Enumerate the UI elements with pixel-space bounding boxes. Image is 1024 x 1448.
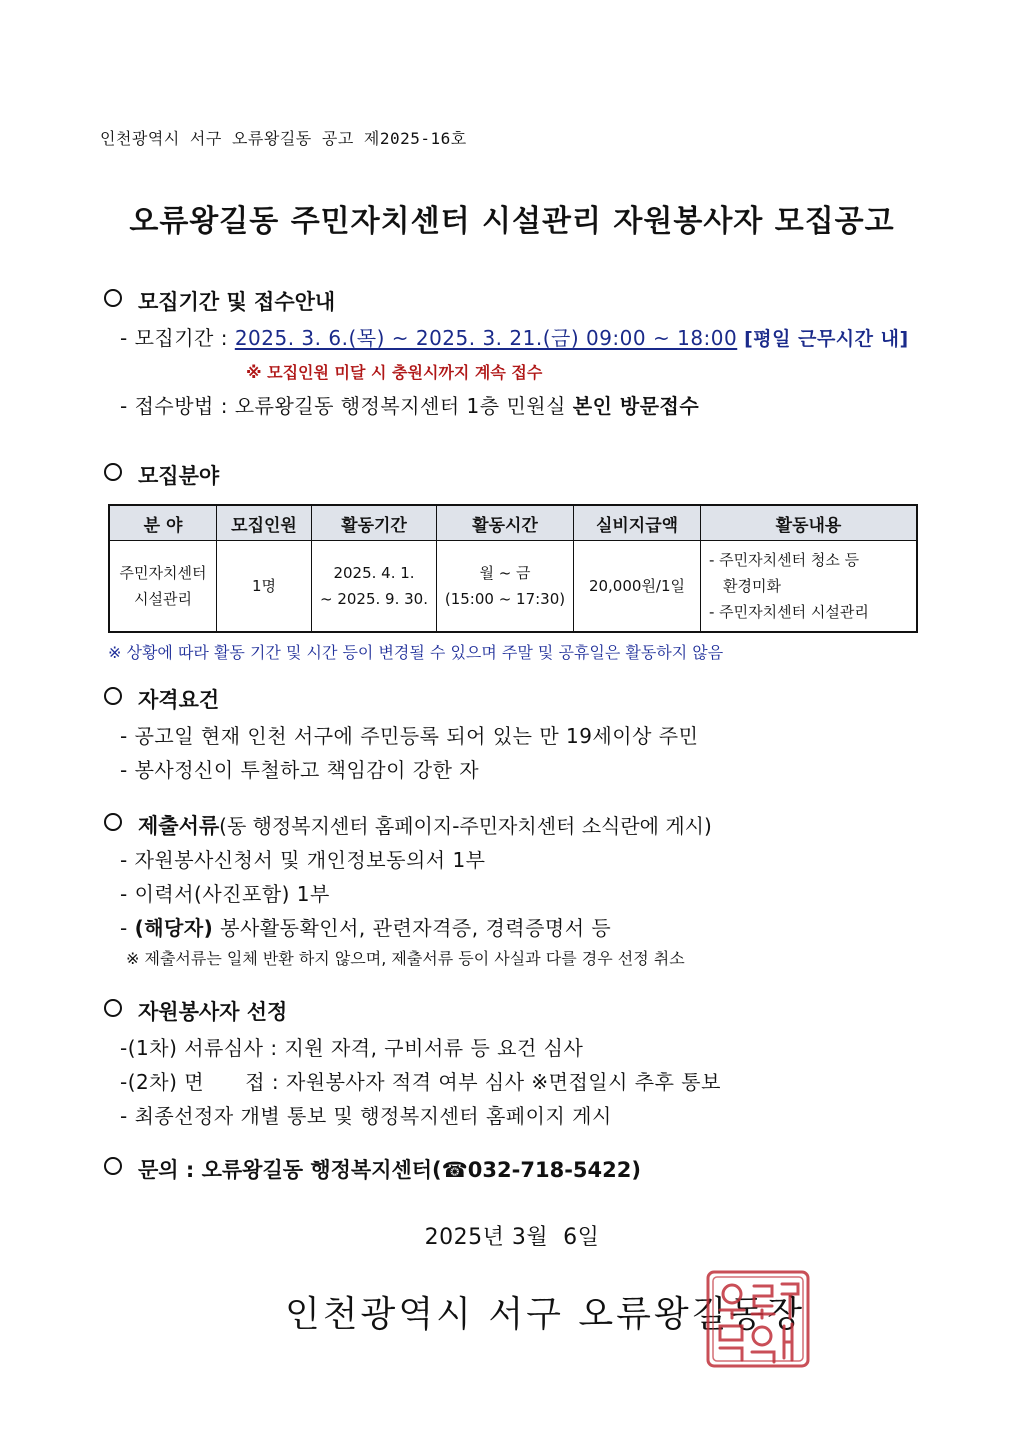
table-header-row — [109, 505, 917, 541]
cell-field: 주민자치센터 시설관리 — [109, 541, 217, 633]
cell-time: 월 ~ 금 (15:00 ~ 17:30) — [437, 541, 574, 633]
docs-item: - (해당자) 봉사활동확인서, 관련자격증, 경력증명서 등 — [120, 916, 612, 940]
cell-count: 1명 — [217, 541, 312, 633]
col-header-content: 활동내용 — [701, 505, 918, 541]
contact-line: 문의 : 오류왕길동 행정복지센터(☎032-718-5422) — [104, 1154, 641, 1184]
col-header-time: 활동시간 — [437, 505, 574, 541]
page-title: 오류왕길동 주민자치센터 시설관리 자원봉사자 모집공고 — [129, 204, 895, 239]
circle-bullet-icon — [104, 1157, 122, 1175]
col-header-pay: 실비지급액 — [574, 505, 701, 541]
docs-note: ※ 제출서류는 일체 반환 하지 않으며, 제출서류 등이 사실과 다를 경우 선정 취소 — [126, 949, 685, 968]
period-value: 2025. 3. 6.(목) ~ 2025. 3. 21.(금) 09:00 ~ 18:00 — [234, 326, 738, 350]
section-period-heading: 모집기간 및 접수안내 — [104, 286, 335, 316]
select-item: - 최종선정자 개별 통보 및 행정복지센터 홈페이지 게시 — [120, 1104, 612, 1128]
recruit-notice: ※ 모집인원 미달 시 충원시까지 계속 접수 — [246, 363, 543, 382]
circle-bullet-icon — [104, 687, 122, 705]
section-qual-heading: 자격요건 — [104, 684, 219, 714]
section-docs-heading: 제출서류(동 행정복지센터 홈페이지-주민자치센터 소식란에 게시) — [104, 810, 712, 840]
select-item: -(1차) 서류심사 : 지원 자격, 구비서류 등 요건 심사 — [120, 1036, 584, 1060]
cell-pay: 20,000원/1일 — [574, 541, 701, 633]
section-select-heading: 자원봉사자 선정 — [104, 996, 287, 1026]
recruit-table — [108, 504, 918, 633]
table-row — [109, 541, 917, 633]
section-field-heading: 모집분야 — [104, 460, 219, 490]
notice-number: 인천광역시 서구 오류왕길동 공고 제2025-16호 — [100, 129, 467, 148]
cell-content: - 주민자치센터 청소 등 환경미화 - 주민자치센터 시설관리 — [701, 541, 918, 633]
docs-item: - 자원봉사신청서 및 개인정보동의서 1부 — [120, 848, 486, 872]
field-note: ※ 상황에 따라 활동 기간 및 시간 등이 변경될 수 있으며 주말 및 공휴일은 활동하지 않음 — [108, 643, 724, 662]
circle-bullet-icon — [104, 999, 122, 1017]
period-line: - 모집기간 : 2025. 3. 6.(목) ~ 2025. 3. 21.(금) 09:00 ~ 18:00 [평일 근무시간 내] — [120, 326, 909, 350]
circle-bullet-icon — [104, 813, 122, 831]
cell-period: 2025. 4. 1. ~ 2025. 9. 30. — [312, 541, 437, 633]
method-line: - 접수방법 : 오류왕길동 행정복지센터 1층 민원실 본인 방문접수 — [120, 394, 700, 418]
circle-bullet-icon — [104, 289, 122, 307]
col-header-period: 활동기간 — [312, 505, 437, 541]
select-item: -(2차) 면 접 : 자원봉사자 적격 여부 심사 ※면접일시 추후 통보 — [120, 1070, 721, 1094]
signature-title: 인천광역시 서구 오류왕길동장 — [285, 1294, 805, 1335]
qual-item: - 봉사정신이 투철하고 책임감이 강한 자 — [120, 758, 480, 782]
period-suffix: [평일 근무시간 내] — [744, 328, 909, 350]
qual-item: - 공고일 현재 인천 서구에 주민등록 되어 있는 만 19세이상 주민 — [120, 724, 699, 748]
col-header-count: 모집인원 — [217, 505, 312, 541]
circle-bullet-icon — [104, 463, 122, 481]
col-header-field: 분 야 — [109, 505, 217, 541]
issue-date: 2025년 3월 6일 — [424, 1225, 600, 1250]
docs-item: - 이력서(사진포함) 1부 — [120, 882, 330, 906]
official-seal-icon — [704, 1266, 812, 1372]
